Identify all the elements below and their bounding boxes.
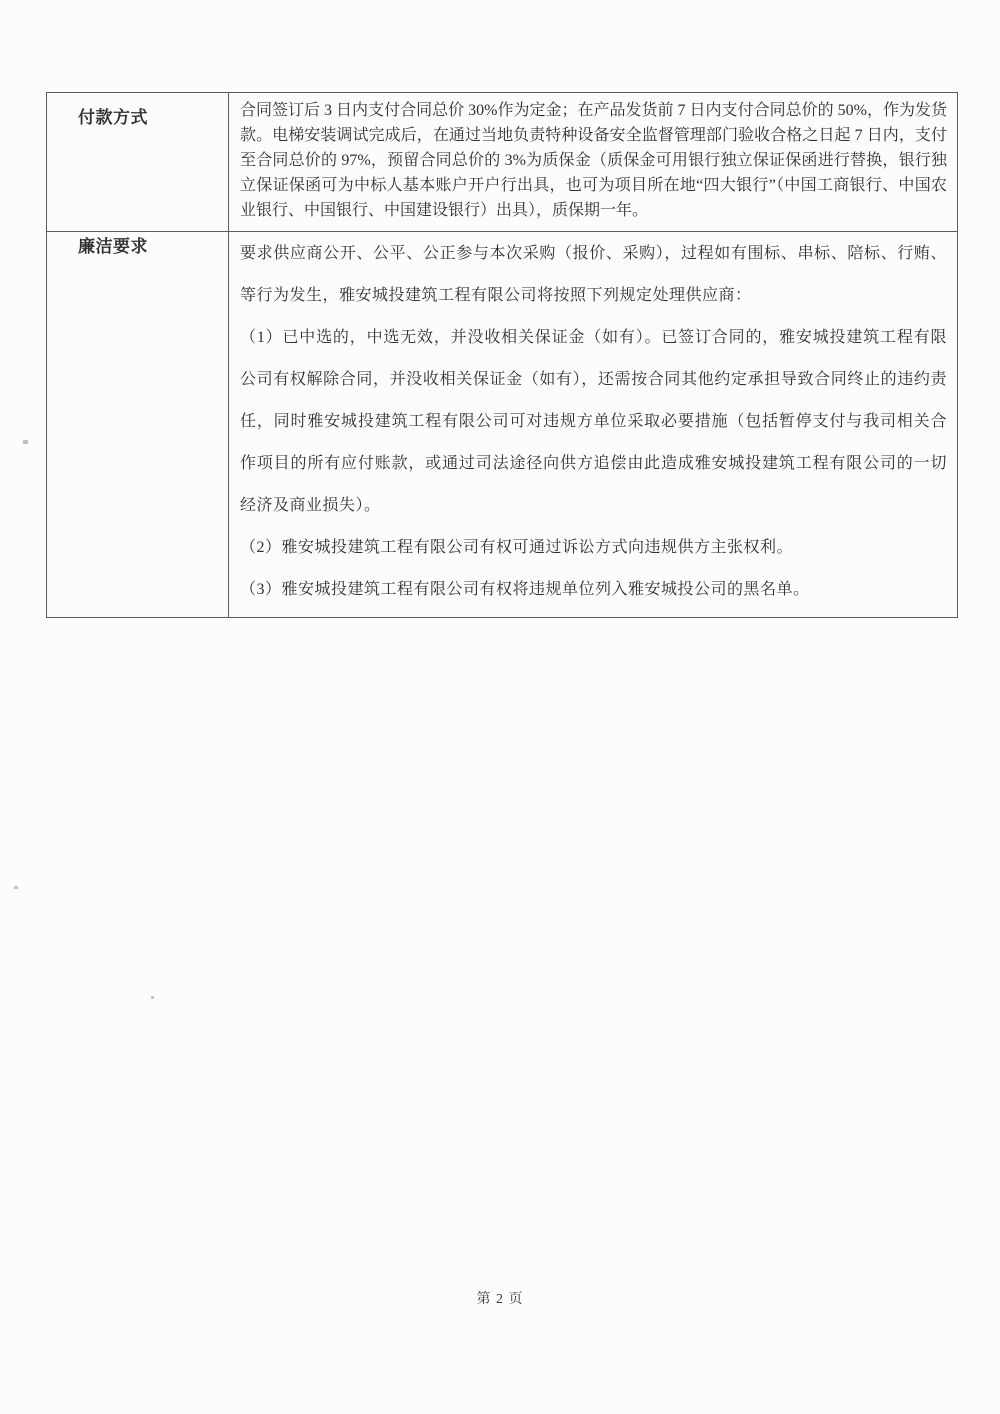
contract-terms-table	[46, 92, 958, 618]
payment-terms-label-cell	[47, 93, 229, 232]
integrity-intro-text: 要求供应商公开、公平、公正参与本次采购（报价、采购），过程如有围标、串标、陪标、行贿、等行为发生，雅安城投建筑工程有限公司将按照下列规定处理供应商：	[240, 245, 947, 304]
payment-terms-label: 付款方式	[78, 108, 148, 127]
integrity-clause-1-text: （1）已中选的，中选无效，并没收相关保证金（如有）。已签订合同的，雅安城投建筑工程有限公司有权解除合同，并没收相关保证金（如有），还需按合同其他约定承担导致合同终止的违约责任，同时雅安城投建筑工程有限公司可对违规方单位采取必要措施（包括暂停支付与我司相关合作项目的所有应付账款，或通过司法途径向供方追偿由此造成雅安城投建筑工程有限公司的一切经济及商业损失）。	[240, 329, 947, 514]
integrity-requirements-label: 廉洁要求	[78, 237, 148, 256]
integrity-requirements-label-cell	[47, 232, 229, 618]
table-row-payment-terms	[47, 93, 958, 232]
payment-terms-content-cell	[229, 93, 958, 232]
table-row-integrity-requirements	[47, 232, 958, 618]
integrity-clause-2-text: （2）雅安城投建筑工程有限公司有权可通过诉讼方式向违规供方主张权利。	[240, 539, 794, 556]
page-number: 第 2 页	[476, 1292, 524, 1307]
scan-speckle	[14, 886, 18, 889]
payment-terms-text: 合同签订后 3 日内支付合同总价 30%作为定金；在产品发货前 7 日内支付合同总价的 50%，作为发货款。电梯安装调试完成后，在通过当地负责特种设备安全监督管理部门验收合格之日起 7 日内，支付至合同总价的 97%，预留合同总价的 3%为质保金（质保金可用银行独立保证保函进行替换，银行独立保证保函可为中标人基本账户开户行出具，也可为项目所在地“四大银行”（中国工商银行、中国农业银行、中国银行、中国建设银行）出具），质保期一年。	[240, 102, 947, 219]
scan-speckle	[151, 996, 154, 999]
integrity-requirements-content-cell	[229, 232, 958, 618]
integrity-clause-3-text: （3）雅安城投建筑工程有限公司有权将违规单位列入雅安城投公司的黑名单。	[240, 581, 810, 598]
scan-speckle	[23, 440, 28, 444]
